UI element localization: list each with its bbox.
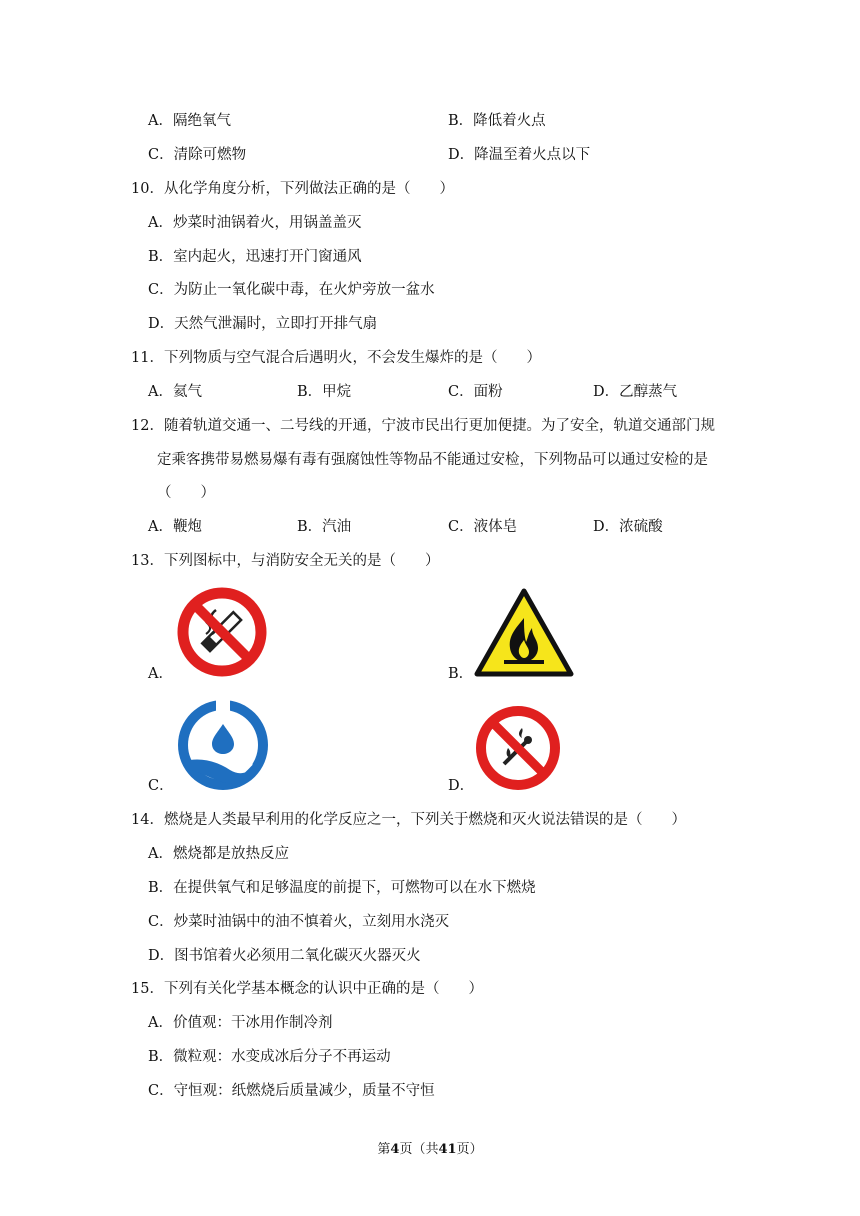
q9-option-c: C．清除可燃物 <box>148 147 247 163</box>
no-smoking-sign-icon <box>176 586 268 678</box>
q12-stem-line2: 定乘客携带易燃易爆有毒有强腐蚀性等物品不能通过安检，下列物品可以通过安检的是 <box>157 452 708 468</box>
q13-label-b: B． <box>448 666 474 682</box>
q11-option-b: B．甲烷 <box>297 384 352 400</box>
q11-option-a: A．氦气 <box>148 384 202 400</box>
flammable-warning-sign-icon <box>474 588 574 678</box>
q15-stem: 15．下列有关化学基本概念的认识中正确的是（ ） <box>131 981 483 997</box>
q11-option-d: D．乙醇蒸气 <box>593 384 678 400</box>
footer-prefix: 第 <box>377 1142 391 1157</box>
no-fire-sign-icon <box>474 704 562 792</box>
q9-option-d: D．降温至着火点以下 <box>448 147 591 163</box>
footer-total-pages: 41 <box>438 1142 457 1157</box>
q15-option-a: A．价值观：干冰用作制冷剂 <box>148 1015 333 1031</box>
q13-label-d: D． <box>448 778 475 794</box>
q12-option-c: C．液体皂 <box>448 519 518 535</box>
q10-stem: 10．从化学角度分析，下列做法正确的是（ ） <box>131 181 454 197</box>
q12-option-d: D．浓硫酸 <box>593 519 663 535</box>
water-saving-sign-icon <box>176 698 270 792</box>
q14-option-b: B．在提供氧气和足够温度的前提下，可燃物可以在水下燃烧 <box>148 880 536 896</box>
q13-label-c: C． <box>148 778 174 794</box>
q13-label-a: A． <box>148 666 173 682</box>
q10-option-d: D．天然气泄漏时，立即打开排气扇 <box>148 316 378 332</box>
footer-suffix: 页） <box>456 1142 483 1157</box>
q9-option-b: B．降低着火点 <box>448 113 546 129</box>
q14-stem: 14．燃烧是人类最早利用的化学反应之一，下列关于燃烧和灭火说法错误的是（ ） <box>131 812 686 828</box>
q12-option-a: A．鞭炮 <box>148 519 202 535</box>
q9-option-a: A．隔绝氧气 <box>148 113 231 129</box>
page-footer <box>0 1138 860 1157</box>
q10-option-a: A．炒菜时油锅着火，用锅盖盖灭 <box>148 215 362 231</box>
q13-stem: 13．下列图标中，与消防安全无关的是（ ） <box>131 553 440 569</box>
q14-option-a: A．燃烧都是放热反应 <box>148 846 289 862</box>
q12-stem-line1: 12．随着轨道交通一、二号线的开通，宁波市民出行更加便捷。为了安全，轨道交通部门规 <box>131 418 715 434</box>
q15-option-c: C．守恒观：纸燃烧后质量减少，质量不守恒 <box>148 1083 435 1099</box>
footer-middle: 页（共 <box>399 1142 439 1157</box>
q11-option-c: C．面粉 <box>448 384 503 400</box>
q15-option-b: B．微粒观：水变成冰后分子不再运动 <box>148 1049 391 1065</box>
q14-option-c: C．炒菜时油锅中的油不慎着火，立刻用水浇灭 <box>148 914 450 930</box>
q12-stem-line3: （ ） <box>157 485 215 501</box>
footer-page-number: 4 <box>390 1142 400 1157</box>
q11-stem: 11．下列物质与空气混合后遇明火，不会发生爆炸的是（ ） <box>131 350 541 366</box>
q10-option-b: B．室内起火，迅速打开门窗通风 <box>148 249 362 265</box>
q14-option-d: D．图书馆着火必须用二氧化碳灭火器灭火 <box>148 948 421 964</box>
q12-option-b: B．汽油 <box>297 519 352 535</box>
q10-option-c: C．为防止一氧化碳中毒，在火炉旁放一盆水 <box>148 282 435 298</box>
